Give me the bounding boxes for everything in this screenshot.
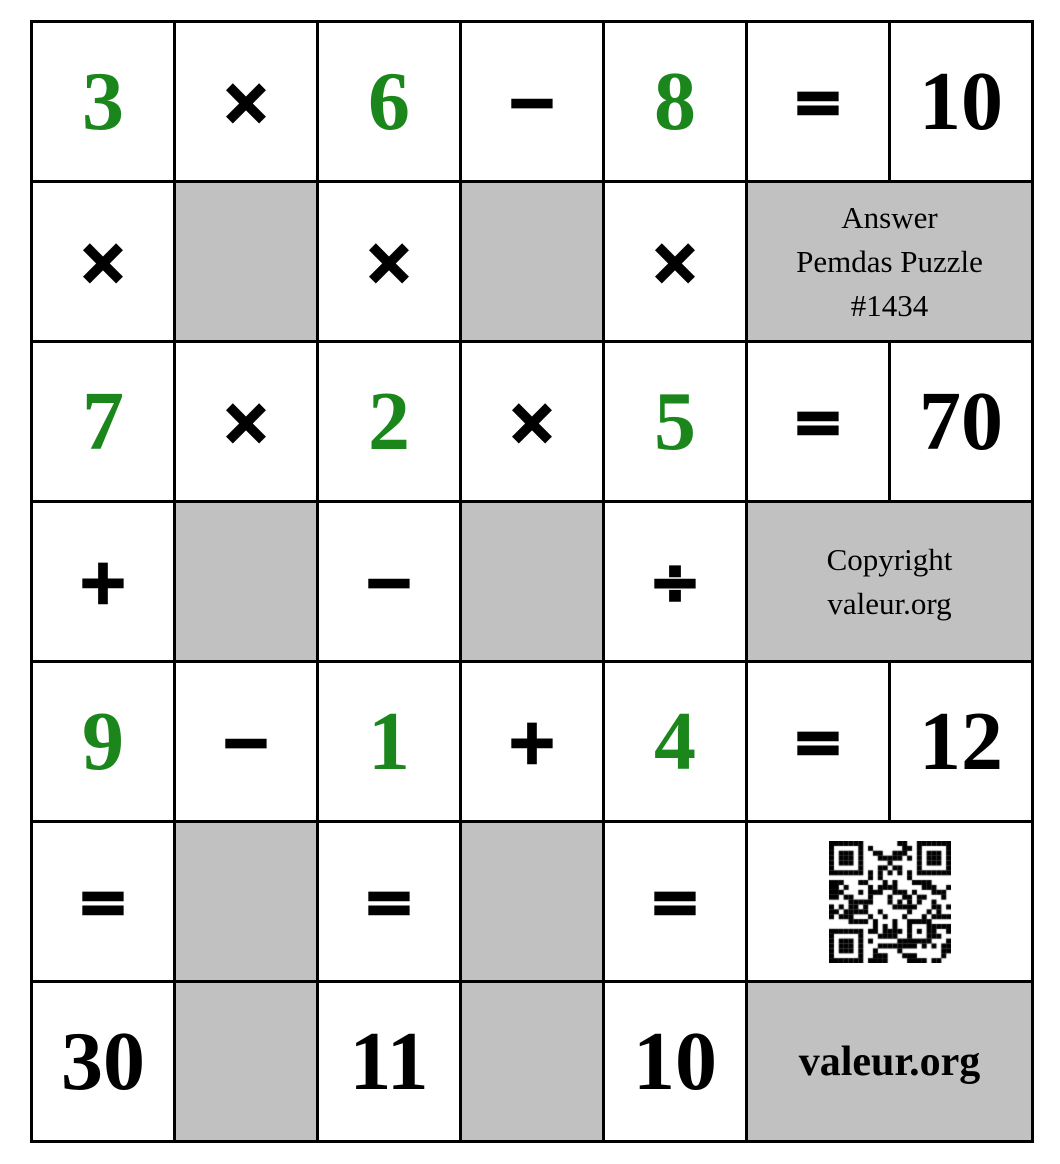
cell-number-4: 4 [605,663,745,820]
cell-result-70: 70 [891,343,1031,500]
copyright-line1: Copyright [826,541,953,577]
blank-cell [176,183,316,340]
minus-operator: − [176,663,316,820]
brand-box [748,983,1031,1140]
copyright-line2: valeur.org [827,585,952,621]
blank-cell [462,503,602,660]
equals-operator: = [605,823,745,980]
blank-cell [176,823,316,980]
cell-result-10-row7: 10 [605,983,745,1140]
cell-number-2: 2 [319,343,459,500]
cell-number-8: 8 [605,23,745,180]
plus-operator: + [462,663,602,820]
answer-info-line1: Answer [841,199,938,235]
multiply-operator: × [462,343,602,500]
plus-operator: + [33,503,173,660]
answer-info-box [748,183,1031,340]
blank-cell [462,983,602,1140]
cell-number-9: 9 [33,663,173,820]
multiply-operator: × [176,343,316,500]
blank-cell [462,823,602,980]
cell-number-7: 7 [33,343,173,500]
qr-code [829,841,951,963]
equals-operator: = [33,823,173,980]
blank-cell [462,183,602,340]
cell-number-3: 3 [33,23,173,180]
cell-result-11: 11 [319,983,459,1140]
multiply-operator: × [33,183,173,340]
cell-result-30: 30 [33,983,173,1140]
multiply-operator: × [605,183,745,340]
brand-label: valeur.org [798,1038,981,1085]
blank-cell [176,503,316,660]
answer-info-line2: Pemdas Puzzle [796,243,983,279]
cell-result-12: 12 [891,663,1031,820]
divide-operator: ÷ [605,503,745,660]
blank-cell [176,983,316,1140]
cell-number-1: 1 [319,663,459,820]
minus-operator: − [319,503,459,660]
equals-operator: = [748,663,888,820]
equals-operator: = [319,823,459,980]
answer-info-line3: #1434 [850,287,929,323]
multiply-operator: × [176,23,316,180]
puzzle-grid [30,20,1034,1143]
copyright-box [748,503,1031,660]
cell-number-6: 6 [319,23,459,180]
cell-result-10-row1: 10 [891,23,1031,180]
minus-operator: − [462,23,602,180]
equals-operator: = [748,23,888,180]
cell-number-5: 5 [605,343,745,500]
multiply-operator: × [319,183,459,340]
qr-code-cell [748,823,1031,980]
equals-operator: = [748,343,888,500]
